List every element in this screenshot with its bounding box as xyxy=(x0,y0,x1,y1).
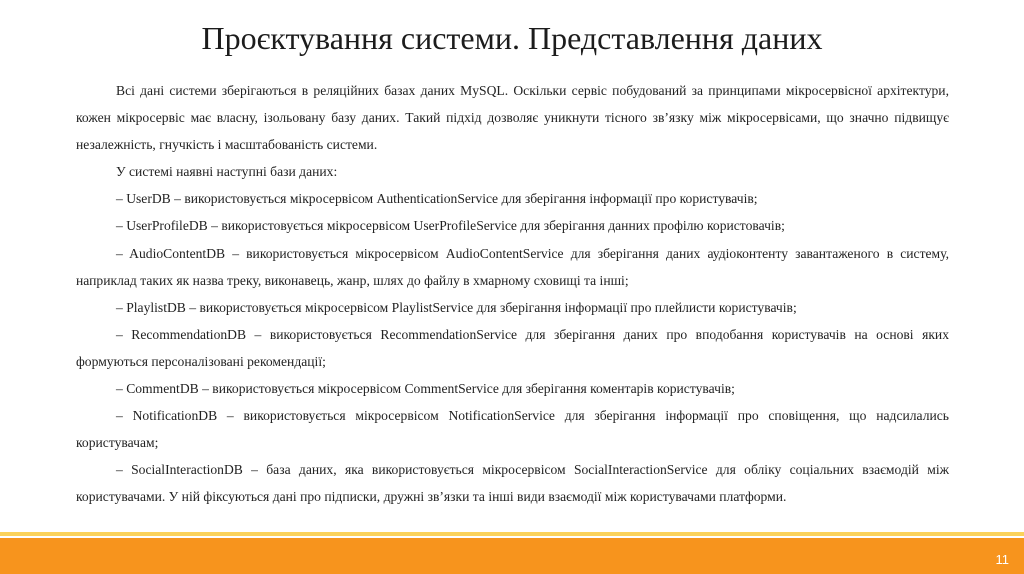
list-item-recommendationdb: – RecommendationDB – використовується RecommendationService для зберігання даних про вподобання користувачів на основі яких формуються персоналізовані рекомендації; xyxy=(76,326,949,369)
footer-accent-line xyxy=(0,532,1024,536)
list-item-socialinteractiondb: – SocialInteractionDB – база даних, яка використовується мікросервісом SocialInteractionService для обліку соціальних взаємодій між користувачами. У ній фіксуються дані про підписки, дружні зв’язки та інші види взаємодії між користувачами платформи. xyxy=(76,462,949,505)
list-item-audiocontentdb: – AudioContentDB – використовується мікросервісом AudioContentService для зберігання даних аудіоконтенту завантаженого в систему, наприклад таких як назва треку, виконавець, жанр, шлях до файлу в хмарному сховищі та інші; xyxy=(76,245,949,288)
slide-title: Проєктування системи. Представлення даних xyxy=(201,20,823,56)
paragraph-intro: Всі дані системи зберігаються в реляційних базах даних MySQL. Оскільки сервіс побудований за принципами мікросервісної архітектури, кожен мікросервіс має власну, ізольовану базу даних. Такий підхід дозволяє уникнути тісного зв’язку між мікросервісами, що значно підвищує незалежність, гнучкість і масштабованість системи. xyxy=(76,83,949,153)
list-item-playlistdb: – PlaylistDB – використовується мікросервісом PlaylistService для зберігання інформації про плейлисти користувачів; xyxy=(116,299,797,315)
list-item-userdb: – UserDB – використовується мікросервісом AuthenticationService для зберігання інформації про користувачів; xyxy=(116,191,758,207)
list-item-userprofiledb: – UserProfileDB – використовується мікросервісом UserProfileService для зберігання данних профілю користовачів; xyxy=(116,218,785,234)
page-number: 11 xyxy=(995,552,1009,567)
list-item-commentdb: – CommentDB – використовується мікросервісом CommentService для зберігання коментарів користувачів; xyxy=(116,381,735,397)
paragraph-db-list-heading: У системі наявні наступні бази даних: xyxy=(116,164,338,180)
footer-bar xyxy=(0,538,1024,574)
slide-body xyxy=(76,77,949,511)
list-item-notificationdb: – NotificationDB – використовується мікросервісом NotificationService для зберігання інформації про сповіщення, що надсилались користувачам; xyxy=(76,408,949,451)
